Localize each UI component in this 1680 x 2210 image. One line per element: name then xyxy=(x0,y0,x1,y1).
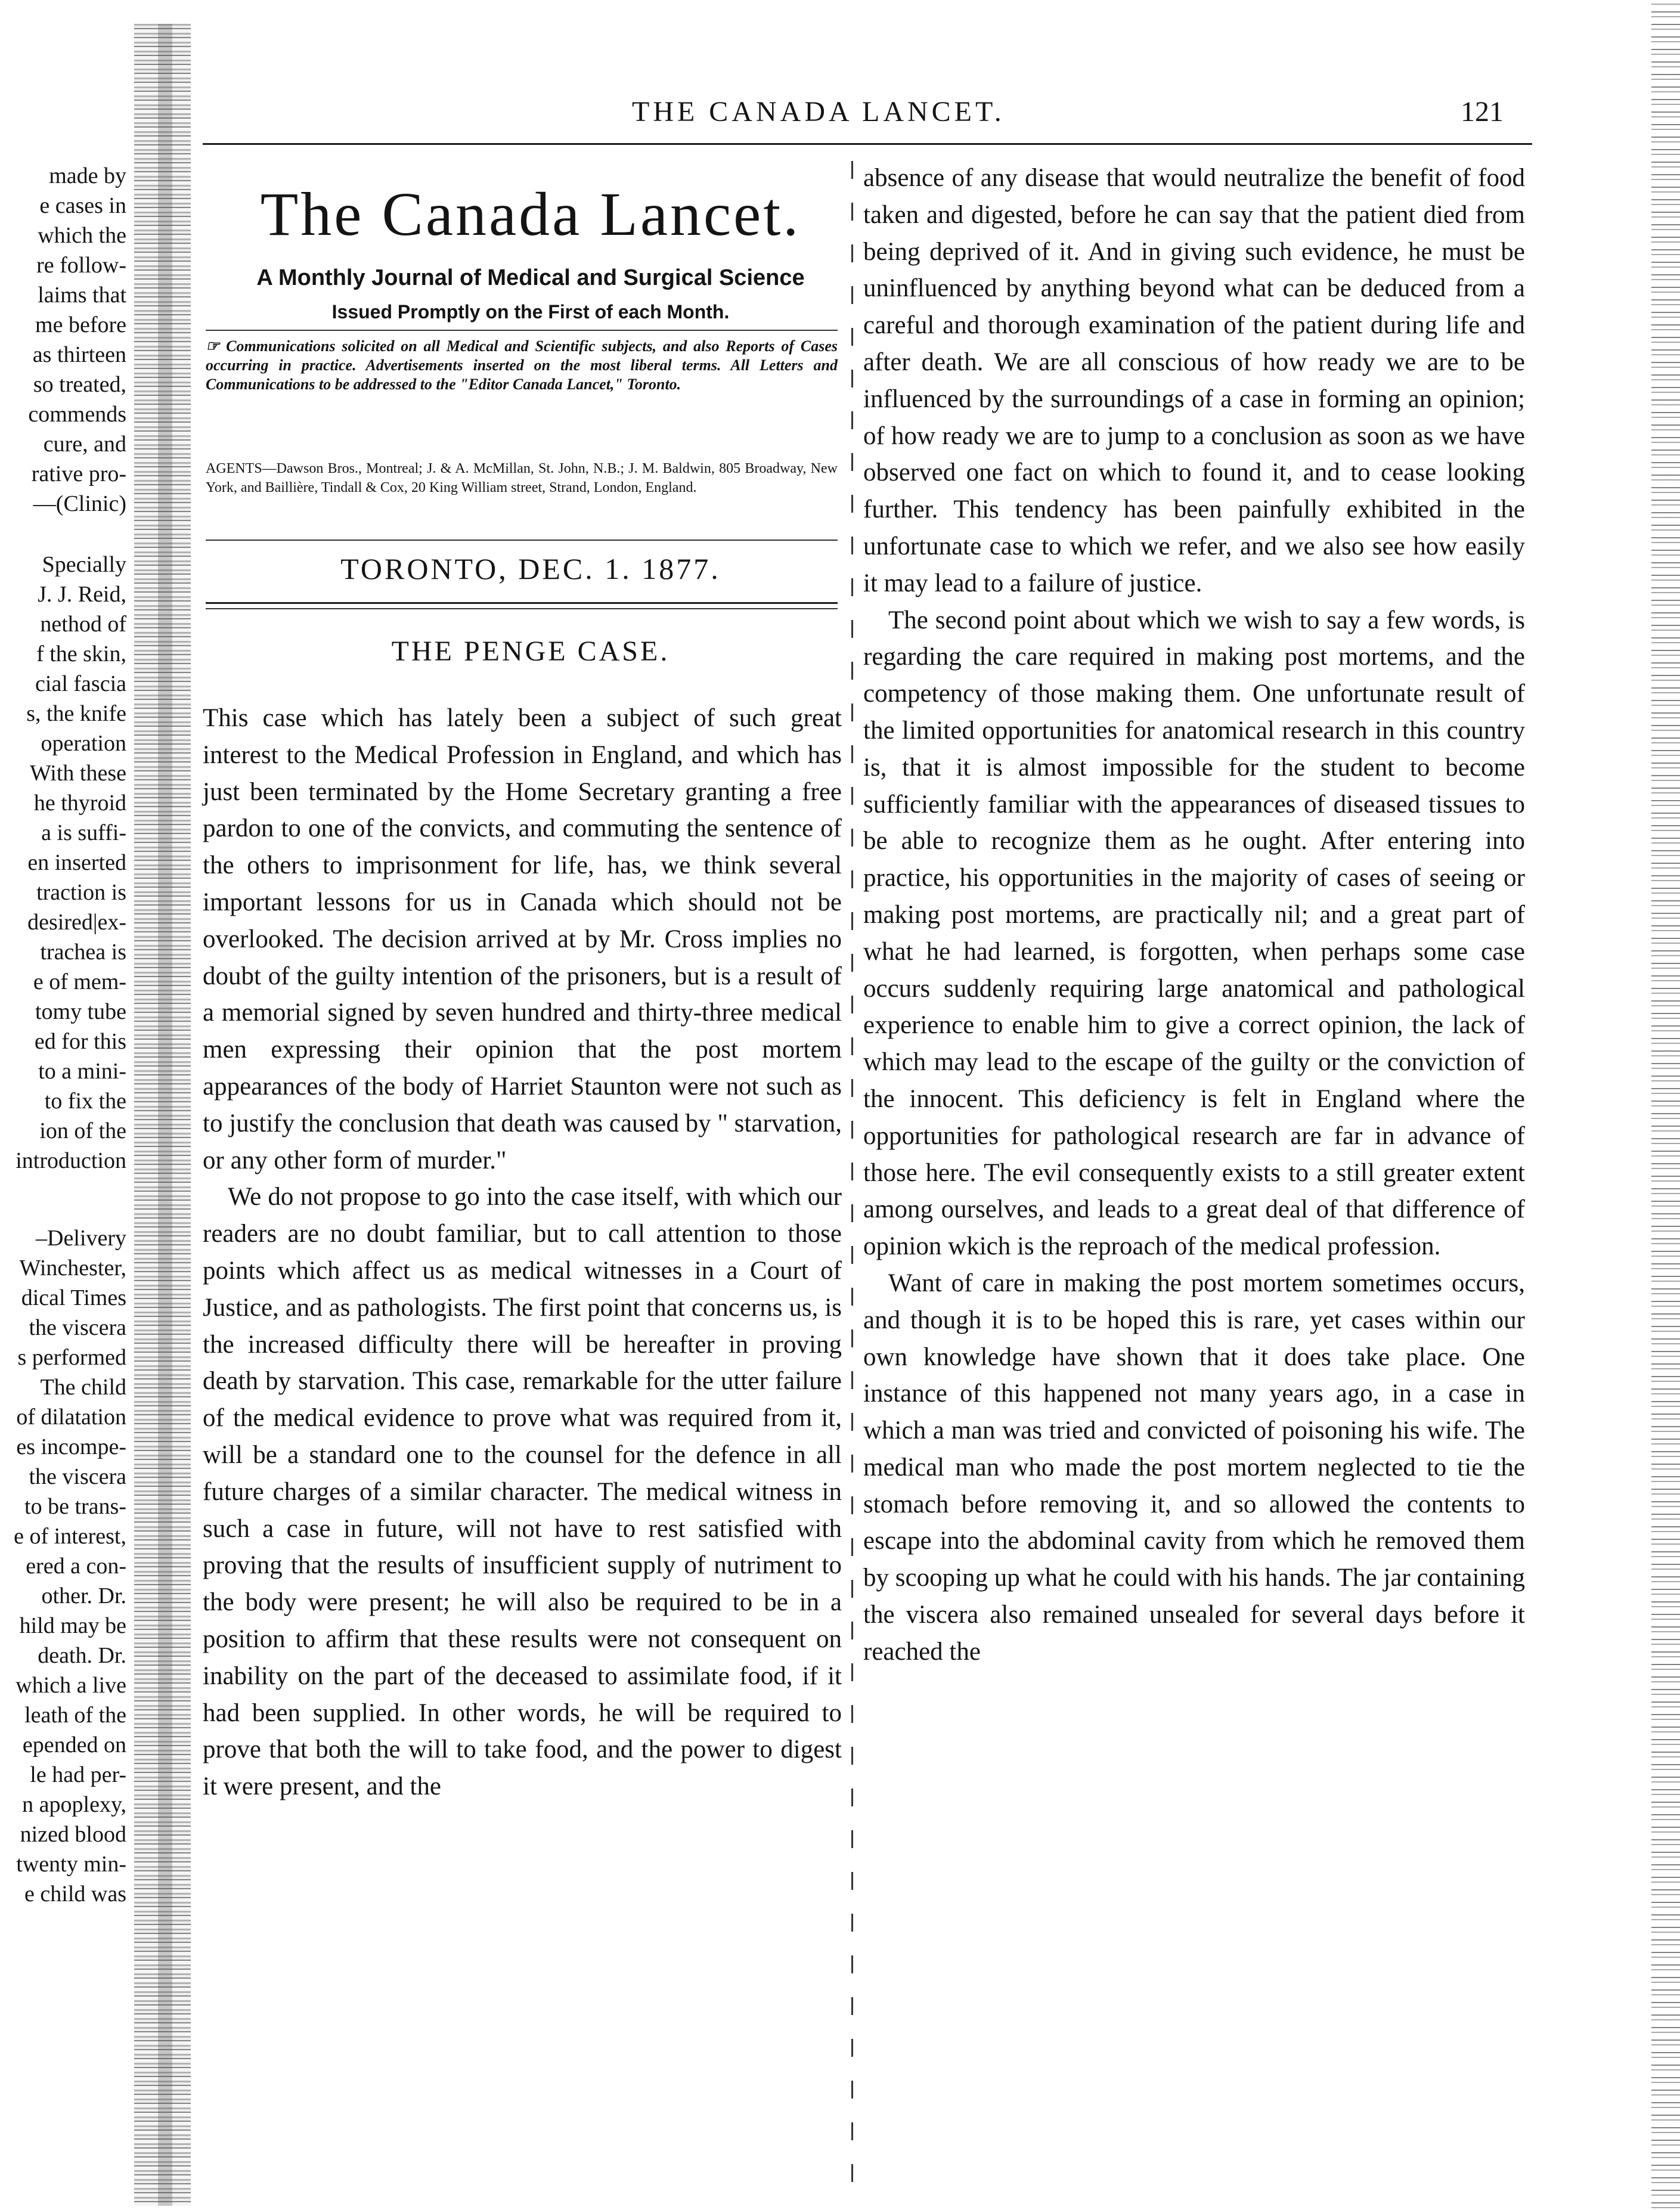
fragment-line: made by xyxy=(49,163,126,188)
fragment-line: cure, and xyxy=(43,432,126,457)
running-title: THE CANADA LANCET. xyxy=(632,96,1005,128)
fragment-line: the viscera xyxy=(29,1315,126,1340)
fragment-line: ion of the xyxy=(39,1118,126,1143)
fragment-line: of dilatation xyxy=(16,1405,126,1430)
paragraph: The second point about which we wish to say a few words, is regarding the care required in making post mortems, and the competency of those making them. One unfortunate result of the limited opportunities for anatomical research in this country is, that it is almost impossible for the student to become sufficiently familiar with the appearances of diseased tissues to be able to recognize them as he ought. After entering into practice, his opportunities in the majority of cases of seeing or making post mortems, are practically nil; and a great part of what he had learned, is forgotten, when perhaps some case occurs suddenly requiring large anatomical and pathological experience to enable him to give a correct opinion, the lack of which may lead to the escape of the guilty or the conviction of the innocent. This deficiency is felt in England where the opportunities for pathological research are far in advance of those here. The evil consequently exists to a still greater extent among ourselves, and leads to a great deal of that difference of opinion wkich is the reproach of the medical profession. xyxy=(863,606,1525,1261)
dateline-rule-2 xyxy=(206,608,838,609)
fragment-line: desired|ex- xyxy=(27,910,126,935)
fragment-line: e of interest, xyxy=(14,1524,126,1549)
fragment-line: so treated, xyxy=(33,372,126,397)
fragment-line: Specially xyxy=(42,552,126,577)
dateline-rule xyxy=(206,602,838,604)
journal-title: The Canada Lancet. xyxy=(260,180,801,249)
fragment-line: nethod of xyxy=(40,612,126,637)
fragment-line: s, the knife xyxy=(26,701,126,726)
fragment-line: n apoplexy, xyxy=(22,1792,126,1817)
fragment-line: nized blood xyxy=(20,1822,126,1847)
fragment-line: laims that xyxy=(38,283,126,308)
fragment-line: dical Times xyxy=(21,1285,126,1310)
fragment-line: other. Dr. xyxy=(41,1583,126,1608)
fragment-line: f the skin, xyxy=(36,641,126,667)
fragment-line: the viscera xyxy=(29,1464,126,1489)
agents-notice: AGENTS—Dawson Bros., Montreal; J. & A. McMillan, St. John, N.B.; J. M. Baldwin, 805 Broadway, New York, and Baillière, Tindall & Cox, 20 King William street, Strand, London, England. xyxy=(206,461,838,495)
fragment-block-2 xyxy=(0,550,131,1176)
fragment-line: which the xyxy=(38,223,126,248)
fragment-line: —(Clinic) xyxy=(33,491,126,516)
agents-rule xyxy=(206,540,838,541)
fragment-line: introduction xyxy=(16,1148,126,1173)
fragment-line: as thirteen xyxy=(32,342,126,367)
fragment-line: es incompe- xyxy=(16,1434,126,1459)
journal-subtitle: A Monthly Journal of Medical and Surgical Science xyxy=(256,265,805,290)
fragment-line: trachea is xyxy=(40,940,126,965)
fragment-line: me before xyxy=(35,312,126,337)
fragment-block-3 xyxy=(0,1223,131,1909)
fragment-line: to fix the xyxy=(44,1089,126,1114)
fragment-line: operation xyxy=(41,731,126,756)
page-edge-noise xyxy=(1651,0,1680,2210)
fragment-line: en inserted xyxy=(27,850,126,875)
fragment-line: cial fascia xyxy=(35,671,126,696)
fragment-line: a is suffi- xyxy=(41,820,126,845)
article-column-2 xyxy=(863,160,1525,1670)
fragment-line: commends xyxy=(28,402,126,427)
issue-note: Issued Promptly on the First of each Month. xyxy=(331,301,730,323)
fragment-line: epended on xyxy=(22,1732,126,1758)
facing-page-fragment xyxy=(0,161,131,1909)
fragment-line: tomy tube xyxy=(35,999,126,1024)
fragment-line: re follow- xyxy=(36,253,126,278)
header-rule xyxy=(203,143,1532,145)
fragment-line: s performed xyxy=(17,1345,126,1370)
page-number: 121 xyxy=(1461,96,1504,128)
column-divider xyxy=(851,161,853,2200)
fragment-line: he thyroid xyxy=(33,791,126,816)
fragment-line: e child was xyxy=(24,1882,126,1907)
fragment-line: ered a con- xyxy=(26,1554,126,1579)
fragment-line: –Delivery xyxy=(36,1226,126,1251)
article-headline: THE PENGE CASE. xyxy=(391,636,670,667)
fragment-line: le had per- xyxy=(30,1762,126,1787)
fragment-line: J. J. Reid, xyxy=(38,582,126,607)
binding-shadow xyxy=(158,24,172,2206)
fragment-line: twenty min- xyxy=(16,1852,126,1877)
masthead xyxy=(215,179,847,327)
fragment-line: e of mem- xyxy=(33,969,126,994)
fragment-line: e cases in xyxy=(39,193,126,218)
paragraph: absence of any disease that would neutralize the benefit of food taken and digested, before he can say that the patient died from being deprived of it. And in giving such evidence, he must be uninfluenced by anything beyond what can be deduced from a careful and thorough examination of the patient during life and after death. We are all conscious of how ready we are to be influenced by the surroundings of a case in forming an opinion; of how ready we are to jump to a conclusion as soon as we have observed one fact on which to found it, and to cease looking further. This tendency has been painfully exhibited in the unfortunate case to which we refer, and we also see how easily it may lead to a failure of justice. xyxy=(863,164,1525,597)
fragment-line: rative pro- xyxy=(31,461,126,486)
fragment-line: which a live xyxy=(16,1673,126,1698)
dateline: TORONTO, DEC. 1. 1877. xyxy=(340,552,721,585)
paragraph: We do not propose to go into the case itself, with which our readers are no doubt familiar, but to call attention to those points which affect us as medical witnesses in a Court of Justice, and as pathologists. The first point that concerns us, is the increased difficulty there will be hereafter in proving death by starvation. This case, remarkable for the utter failure of the medical evidence to prove what was required from it, will be a standard one to the counsel for the defence in all future charges of a similar character. The medical witness in such a case in future, will not have to rest satisfied with proving that the results of insufficient supply of nutriment to the body were present; he will also be required to be in a position to affirm that these results were not consequent on inability on the part of the deceased to assimilate food, if it had been supplied. In other words, he will be required to prove that both the will to take food, and the power to digest it were present, and the xyxy=(203,1183,842,1801)
fragment-line: traction is xyxy=(36,880,126,905)
fragment-line: hild may be xyxy=(19,1613,126,1638)
fragment-line: leath of the xyxy=(24,1703,126,1728)
fragment-line: ed for this xyxy=(34,1029,126,1054)
fragment-block-1 xyxy=(0,161,131,519)
fragment-line: death. Dr. xyxy=(38,1643,126,1668)
paragraph: This case which has lately been a subject of such great interest to the Medical Profession in England, and which has just been terminated by the Home Secretary granting a free pardon to one of the convicts, and commuting the sentence of the others to imprisonment for life, has, we think several important lessons for us in Canada which should not be overlooked. The decision arrived at by Mr. Cross implies no doubt of the guilty intention of the prisoners, but is a result of a memorial signed by seven hundred and thirty-three medical men expressing their opinion that the post mortem appearances of the body of Harriet Staunton were not such as to justify the conclusion that death was caused by " starvation, or any other form of murder." xyxy=(203,704,842,1174)
fragment-line: to be trans- xyxy=(24,1494,126,1519)
masthead-rule xyxy=(206,330,838,331)
article-column-1 xyxy=(203,700,842,1805)
fragment-line: The child xyxy=(40,1375,126,1400)
paragraph: Want of care in making the post mortem sometimes occurs, and though it is to be hoped this is rare, yet cases within our own knowledge have shown that it does take place. One instance of this happened not many years ago, in a case in which a man was tried and convicted of poisoning his wife. The medical man who made the post mortem neglected to tie the stomach before removing it, and so allowed the contents to escape into the abdominal cavity from which he removed them by scooping up what he could with his hands. The jar containing the viscera also remained unsealed for several days before it reached the xyxy=(863,1269,1525,1666)
fragment-line: Winchester, xyxy=(19,1256,126,1281)
communications-notice: ☞ Communications solicited on all Medical and Scientific subjects, and also Reports of Cases occurring in practice. Advertisements inserted on the most liberal terms. All Letters and Communications to be addressed to the "Editor Canada Lancet," Toronto. xyxy=(206,337,838,393)
fragment-line: With these xyxy=(29,761,126,786)
fragment-line: to a mini- xyxy=(38,1059,126,1084)
